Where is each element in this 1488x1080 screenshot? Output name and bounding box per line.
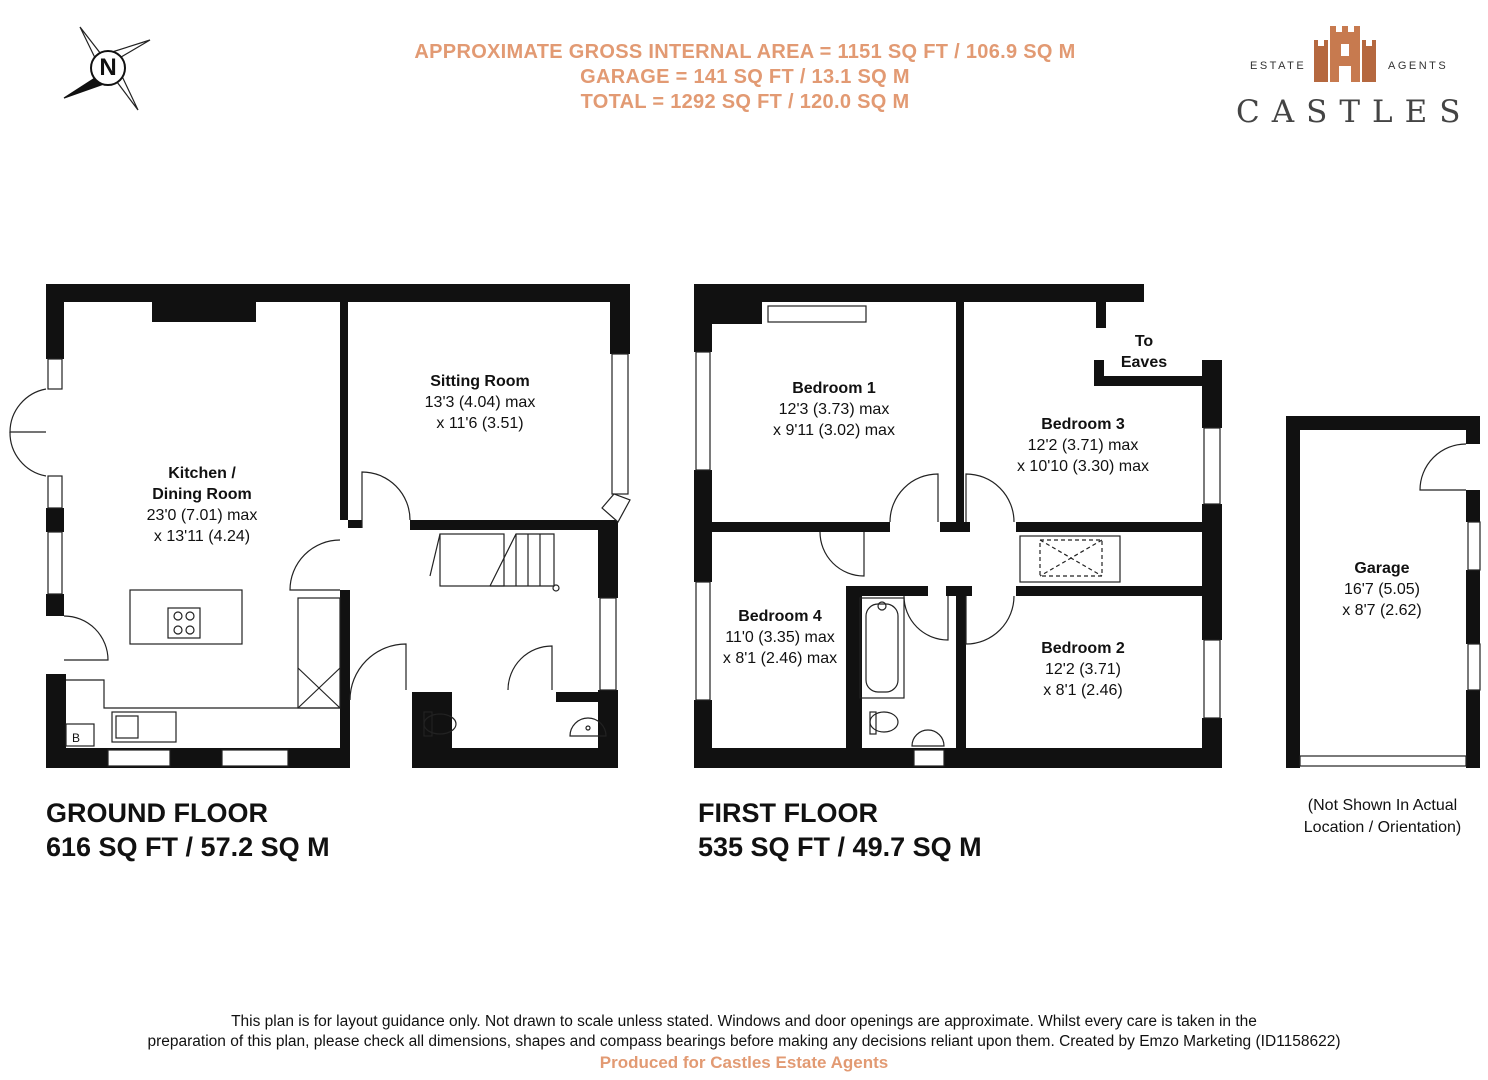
bedroom3-dim-2: x 10'10 (3.30) max: [1016, 458, 1149, 475]
bedroom4-dim-1: 11'0 (3.35) max: [725, 629, 835, 646]
compass-label: N: [99, 54, 117, 81]
bedroom3-name: Bedroom 3: [1041, 416, 1125, 433]
boiler-label: B: [72, 731, 81, 745]
ground-floor-area: 616 SQ FT / 57.2 SQ M: [46, 832, 330, 862]
disclaimer: [0, 1012, 1488, 1052]
logo-castles-text: CASTLES: [1236, 94, 1473, 130]
kitchen-name-1: Kitchen /: [168, 465, 236, 482]
garage-note-2: Location / Orientation): [1303, 819, 1462, 836]
ground-floor-title: [46, 796, 330, 864]
room-kitchen-dining: [112, 463, 292, 547]
ground-floor-name: GROUND FLOOR: [46, 798, 268, 828]
kitchen-dim-1: 23'0 (7.01) max: [146, 507, 258, 524]
first-floor-name: FIRST FLOOR: [698, 798, 878, 828]
eaves-line-1: To: [1134, 333, 1154, 350]
logo-agents-text: AGENTS: [1388, 60, 1449, 72]
bedroom1-dim-1: 12'3 (3.73) max: [778, 401, 890, 418]
kitchen-name-2: Dining Room: [152, 486, 252, 503]
logo-estate-text: ESTATE: [1250, 60, 1307, 72]
bedroom2-name: Bedroom 2: [1041, 640, 1125, 657]
garage-dim-2: x 8'7 (2.62): [1342, 602, 1422, 619]
room-sitting: [390, 371, 570, 434]
eaves-label: [1108, 331, 1180, 373]
bedroom1-name: Bedroom 1: [792, 380, 876, 397]
bedroom2-dim-2: x 8'1 (2.46): [1043, 682, 1123, 699]
garage-name: Garage: [1354, 560, 1410, 577]
bedroom4-name: Bedroom 4: [738, 608, 822, 625]
room-bedroom-2: [1003, 638, 1163, 701]
garage-dim-1: 16'7 (5.05): [1344, 581, 1420, 598]
bedroom1-dim-2: x 9'11 (3.02) max: [773, 422, 895, 439]
first-floor-area: 535 SQ FT / 49.7 SQ M: [698, 832, 982, 862]
garage-note-1: (Not Shown In Actual: [1307, 797, 1458, 814]
garage-note: [1280, 795, 1485, 839]
room-garage: [1302, 558, 1462, 621]
bedroom3-dim-1: 12'2 (3.71) max: [1027, 437, 1139, 454]
kitchen-dim-2: x 13'11 (4.24): [153, 528, 251, 545]
sitting-name: Sitting Room: [430, 373, 530, 390]
garage-area: GARAGE = 141 SQ FT / 13.1 SQ M: [580, 66, 910, 88]
disclaimer-line-2: preparation of this plan, please check all dimensions, shapes and compass bearings before making any decisions reliant upon them. Created by Emzo Marketing (ID1158622): [147, 1033, 1341, 1050]
sitting-dim-2: x 11'6 (3.51): [436, 415, 524, 432]
room-bedroom-3: [993, 414, 1173, 477]
first-floor-title: [698, 796, 982, 864]
sitting-dim-1: 13'3 (4.04) max: [424, 394, 536, 411]
room-bedroom-4: [700, 606, 860, 669]
total-area: TOTAL = 1292 SQ FT / 120.0 SQ M: [580, 91, 910, 113]
bedroom2-dim-1: 12'2 (3.71): [1045, 661, 1121, 678]
eaves-line-2: Eaves: [1120, 354, 1168, 371]
bedroom4-dim-2: x 8'1 (2.46) max: [722, 650, 838, 667]
disclaimer-line-1: This plan is for layout guidance only. Not drawn to scale unless stated. Windows and door openings are approximate. Whilst every care is taken in the: [231, 1013, 1257, 1030]
produced-for: Produced for Castles Estate Agents: [599, 1053, 889, 1072]
room-bedroom-1: [744, 378, 924, 441]
gross-internal-area: APPROXIMATE GROSS INTERNAL AREA = 1151 SQ FT / 106.9 SQ M: [414, 41, 1076, 63]
